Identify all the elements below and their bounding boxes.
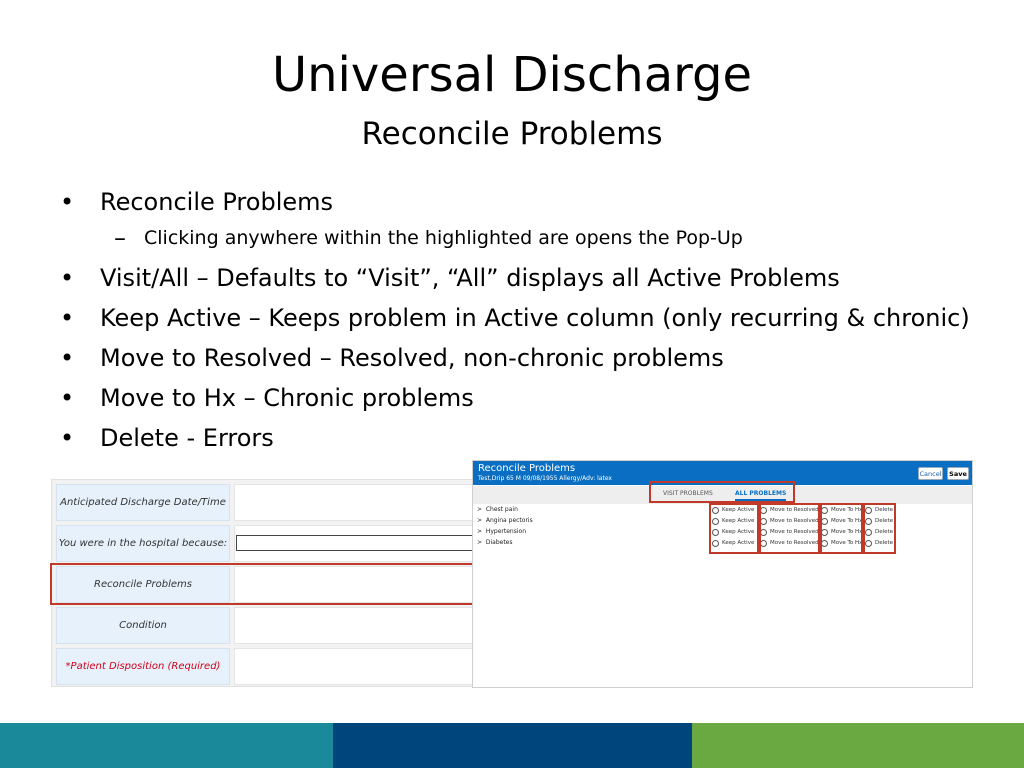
slide-title: Universal Discharge	[272, 47, 752, 103]
footer-teal-block	[0, 723, 333, 768]
option-label: Delete	[875, 518, 894, 524]
slide-subtitle: Reconcile Problems	[361, 116, 663, 152]
bullet-glyph: •	[60, 188, 75, 216]
option-label: Move to Resolved	[770, 518, 819, 524]
bullet-text: Move to Resolved – Resolved, non-chronic problems	[100, 344, 724, 372]
form-row-discharge-date[interactable]	[56, 484, 526, 521]
option-label: Delete	[875, 540, 894, 546]
bullet-text: Keep Active – Keeps problem in Active column (only recurring & chronic)	[100, 304, 970, 332]
bullet-item	[58, 186, 998, 218]
bullet-text: Delete - Errors	[100, 424, 274, 452]
bullet-item	[58, 302, 998, 334]
chevron-right-icon[interactable]: >	[477, 539, 483, 546]
bullet-text: Move to Hx – Chronic problems	[100, 384, 474, 412]
hospital-reason-input[interactable]	[236, 535, 476, 551]
footer-navy-block	[333, 723, 692, 768]
problem-label: Angina pectoris	[485, 517, 533, 524]
bullet-glyph: •	[60, 424, 75, 452]
form-value-cell[interactable]	[234, 484, 476, 521]
option-label: Move to Resolved	[770, 540, 819, 546]
option-label: Keep Active	[722, 540, 755, 546]
option-label: Keep Active	[722, 529, 755, 535]
bullet-text: Visit/All – Defaults to “Visit”, “All” displays all Active Problems	[100, 264, 840, 292]
option-label: Delete	[875, 529, 894, 535]
problem-name[interactable]	[477, 506, 518, 513]
sub-bullet-item	[58, 224, 998, 252]
form-value-cell[interactable]	[234, 648, 476, 685]
form-row-patient-disposition[interactable]	[56, 648, 526, 685]
chevron-right-icon[interactable]: >	[477, 528, 483, 535]
form-row-condition[interactable]	[56, 607, 526, 644]
tab-visit-problems[interactable]: VISIT PROBLEMS	[663, 490, 713, 497]
form-label: You were in the hospital because:	[56, 525, 230, 562]
option-label: Move To Hx	[831, 540, 863, 546]
form-row-hospital-reason[interactable]	[56, 525, 526, 562]
reconcile-problems-highlight	[50, 563, 474, 605]
cancel-button[interactable]: Cancel	[918, 467, 943, 480]
bullet-item	[58, 342, 998, 374]
problem-name[interactable]	[477, 539, 513, 546]
problem-label: Hypertension	[485, 528, 527, 535]
form-value-cell[interactable]	[234, 607, 476, 644]
delete-column-highlight	[863, 503, 896, 554]
form-label-required: *Patient Disposition (Required)	[56, 648, 230, 685]
bullet-glyph: •	[60, 384, 75, 412]
chevron-right-icon[interactable]: >	[477, 506, 483, 513]
tabs-highlight	[649, 481, 795, 503]
popup-title: Reconcile Problems	[478, 463, 576, 474]
bullet-text: Clicking anywhere within the highlighted are opens the Pop-Up	[144, 227, 743, 249]
bullet-item	[58, 262, 998, 294]
option-label: Move to Resolved	[770, 529, 819, 535]
bullet-text: Reconcile Problems	[100, 188, 334, 216]
form-label: Anticipated Discharge Date/Time	[56, 484, 230, 521]
bullet-item	[58, 422, 998, 454]
option-label: Delete	[875, 507, 894, 513]
option-label: Keep Active	[722, 507, 755, 513]
option-label: Keep Active	[722, 518, 755, 524]
move-to-resolved-column-highlight	[759, 503, 820, 554]
form-label: Reconcile Problems	[56, 566, 230, 603]
footer-green-block	[692, 723, 1024, 768]
option-label: Move To Hx	[831, 518, 863, 524]
option-label: Move To Hx	[831, 529, 863, 535]
problem-label: Diabetes	[485, 539, 513, 546]
keep-active-column-highlight	[709, 503, 759, 554]
problem-name[interactable]	[477, 517, 533, 524]
sub-bullet-glyph: –	[114, 224, 126, 252]
problem-label: Chest pain	[485, 506, 518, 513]
bullet-list	[58, 186, 998, 462]
move-to-hx-column-highlight	[820, 503, 863, 554]
patient-info: Test,Drip 65 M 09/08/1955 Allergy/Adv: latex	[478, 475, 612, 482]
option-label: Move to Resolved	[770, 507, 819, 513]
chevron-right-icon[interactable]: >	[477, 517, 483, 524]
tab-all-problems[interactable]: ALL PROBLEMS	[735, 490, 786, 501]
footer-band	[0, 723, 1024, 768]
reconcile-problems-popup	[472, 460, 973, 688]
bullet-glyph: •	[60, 264, 75, 292]
bullet-glyph: •	[60, 304, 75, 332]
problem-name[interactable]	[477, 528, 526, 535]
bullet-glyph: •	[60, 344, 75, 372]
bullet-item	[58, 382, 998, 414]
option-label: Move To Hx	[831, 507, 863, 513]
form-label: Condition	[56, 607, 230, 644]
save-button[interactable]: Save	[947, 467, 969, 480]
